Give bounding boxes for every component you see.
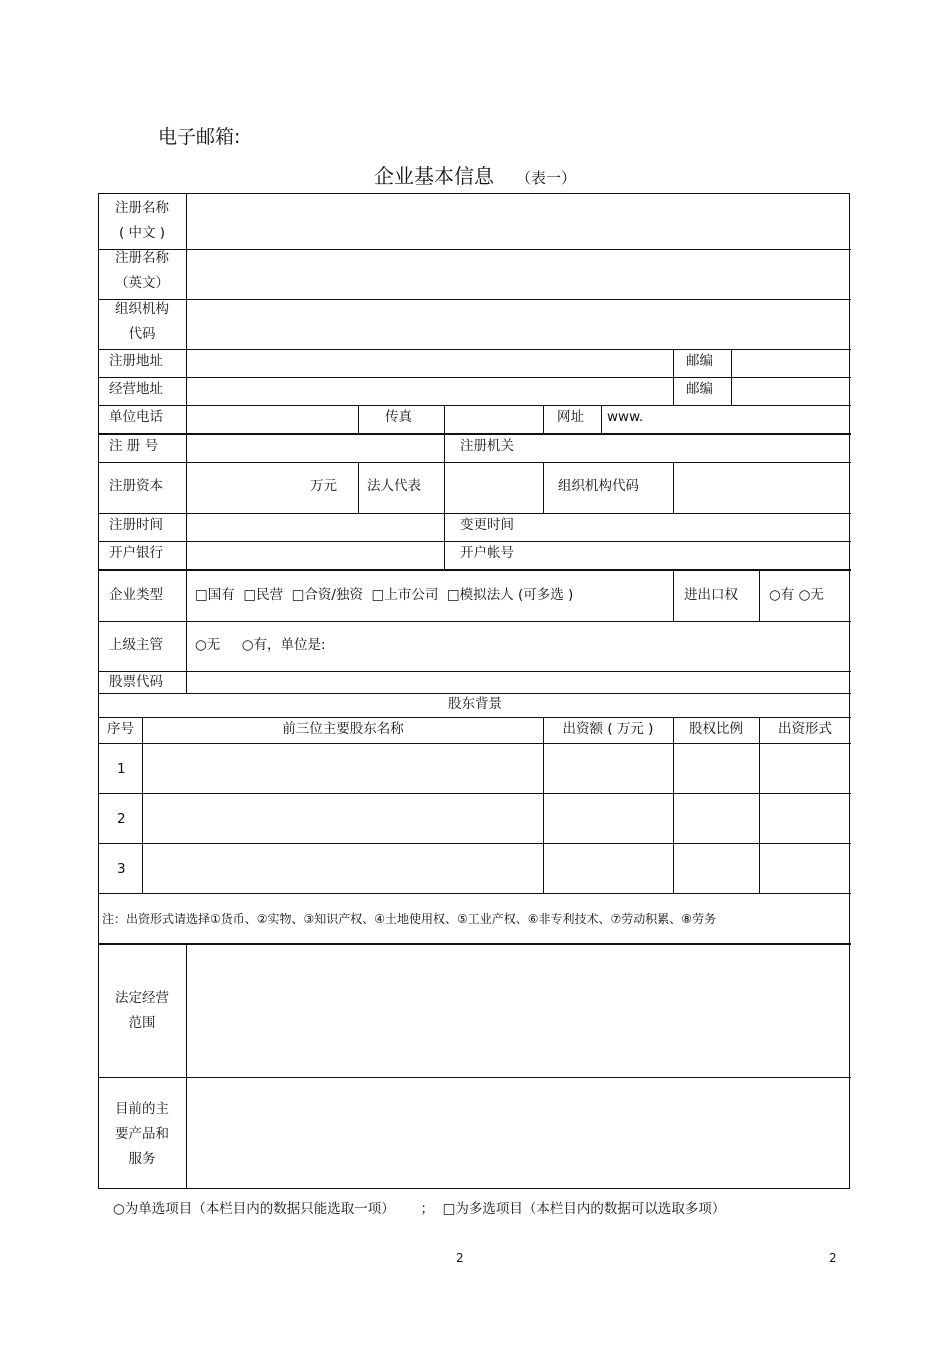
capital-unit: 万元 xyxy=(310,478,337,494)
header-shareholder-name: 前三位主要股东名称 xyxy=(282,721,404,737)
import-export-options[interactable]: ○有 ○无 xyxy=(769,587,824,603)
label-org-code: 组织机构 代码 xyxy=(115,301,169,342)
website-value: www. xyxy=(607,409,644,425)
table-row: 1 xyxy=(117,761,126,777)
label-superior: 上级主管 xyxy=(109,637,163,653)
label-postcode-2: 邮编 xyxy=(686,381,713,397)
label-reg-name-en: 注册名称 （英文） xyxy=(115,250,169,291)
label-reg-no: 注 册 号 xyxy=(109,438,159,454)
label-legal-rep: 法人代表 xyxy=(367,478,421,494)
label-fax: 传真 xyxy=(385,409,412,425)
label-scope: 法定经营 范围 xyxy=(115,990,169,1031)
header-seq: 序号 xyxy=(107,721,134,737)
label-import-export: 进出口权 xyxy=(684,587,738,603)
header-amount: 出资额 ( 万元 ) xyxy=(562,721,654,737)
company-type-options[interactable]: □国有 □民营 □合资/独资 □上市公司 □模拟法人 (可多选 ) xyxy=(195,587,574,603)
label-reg-authority: 注册机关 xyxy=(460,438,514,454)
label-products: 目前的主 要产品和 服务 xyxy=(115,1101,169,1167)
table-row: 2 xyxy=(117,811,126,827)
contribution-note: 注：出资形式请选择①货币、②实物、③知识产权、④土地使用权、⑤工业产权、⑥非专利技术、⑦劳动积累、⑧劳务 xyxy=(102,912,717,926)
form-title: 企业基本信息 （表一） xyxy=(373,164,576,188)
header-form: 出资形式 xyxy=(778,721,832,737)
label-reg-name-cn: 注册名称 ( 中文 ) xyxy=(115,200,169,241)
label-phone: 单位电话 xyxy=(109,409,163,425)
page-number-right: 2 xyxy=(829,1251,837,1265)
label-company-type: 企业类型 xyxy=(109,587,163,603)
table-row: 3 xyxy=(117,861,126,877)
header-ratio: 股权比例 xyxy=(689,721,743,737)
label-bank: 开户银行 xyxy=(109,545,163,561)
page-number: 2 xyxy=(456,1251,464,1265)
label-reg-time: 注册时间 xyxy=(109,517,163,533)
label-biz-address: 经营地址 xyxy=(109,381,163,397)
legend-footnote: ○为单选项目（本栏目内的数据只能选取一项） ； □为多选项目（本栏目内的数据可以选取多项） xyxy=(113,1201,726,1217)
superior-options[interactable]: ○无 ○有，单位是: xyxy=(195,637,326,653)
label-stock-code: 股票代码 xyxy=(109,674,163,690)
label-postcode-1: 邮编 xyxy=(686,353,713,369)
label-reg-capital: 注册资本 xyxy=(109,478,163,494)
label-account: 开户帐号 xyxy=(460,545,514,561)
label-org-code-2: 组织机构代码 xyxy=(558,478,639,494)
shareholders-title: 股东背景 xyxy=(448,696,502,712)
email-label: 电子邮箱: xyxy=(158,126,241,148)
label-website: 网址 xyxy=(557,409,584,425)
label-change-time: 变更时间 xyxy=(460,517,514,533)
form-table xyxy=(98,193,850,1189)
label-reg-address: 注册地址 xyxy=(109,353,163,369)
